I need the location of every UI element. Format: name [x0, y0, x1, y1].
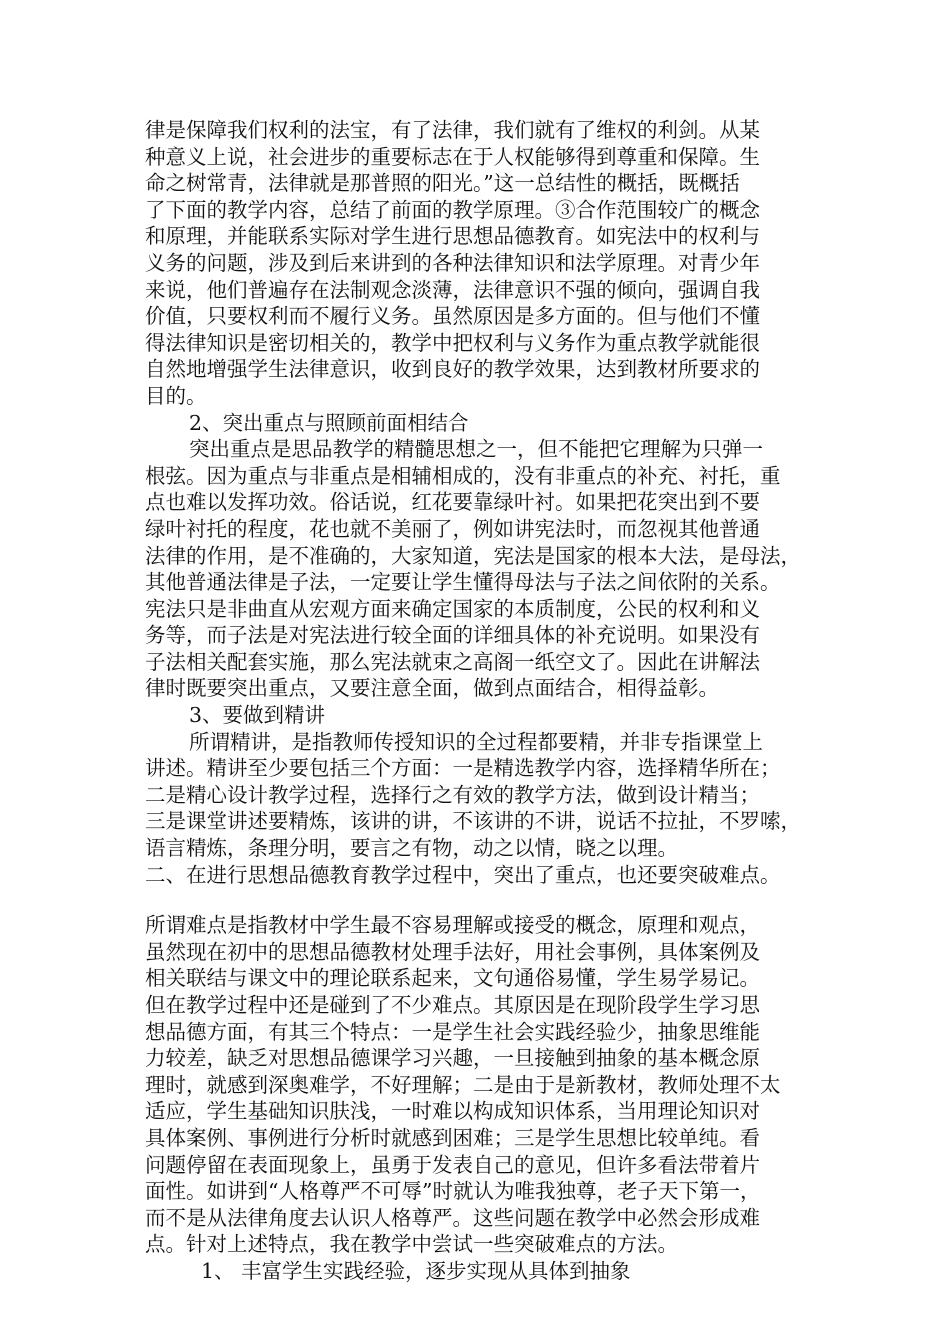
text-line: 具体案例、事例进行分析时就感到困难；三是学生思想比较单纯。看 — [145, 1125, 760, 1150]
section-heading-part2: 二、在进行思想品德教育教学过程中，突出了重点，也还要突破难点。 — [145, 862, 781, 887]
text-line: 绿叶衬托的程度，花也就不美丽了，例如讲宪法时，而忽视其他普通 — [145, 516, 760, 541]
paragraph-block3 — [145, 729, 805, 889]
text-line: 了下面的教学内容，总结了前面的教学原理。③合作范围较广的概念 — [145, 197, 760, 222]
text-line: 命之树常青，法律就是那普照的阳光。”这一总结性的概括，既概括 — [145, 171, 740, 196]
paragraph-block1 — [145, 117, 805, 410]
text-line: 律是保障我们权利的法宝，有了法律，我们就有了维权的利剑。从某 — [145, 118, 760, 142]
text-line: 面性。如讲到“人格尊严不可辱”时就认为唯我独尊，老子天下第一， — [145, 1179, 761, 1204]
text-line: 义务的问题，涉及到后来讲到的各种法律知识和法学原理。对青少年 — [145, 250, 760, 275]
text-line: 力较差，缺乏对思想品德课学习兴趣，一旦接触到抽象的基本概念原 — [145, 1046, 760, 1071]
text-line: 根弦。因为重点与非重点是相辅相成的，没有非重点的补充、衬托，重 — [145, 463, 781, 488]
text-line: 种意义上说，社会进步的重要标志在于人权能够得到尊重和保障。生 — [145, 144, 760, 169]
text-line: 想品德方面，有其三个特点：一是学生社会实践经验少，抽象思维能 — [145, 1019, 760, 1044]
text-line: 法律的作用，是不准确的，大家知道，宪法是国家的根本大法，是母法， — [145, 543, 801, 568]
text-line: 和原理，并能联系实际对学生进行思想品德教育。如宪法中的权利与 — [145, 224, 760, 249]
section-heading-2: 2、突出重点与照顾前面相结合 — [189, 410, 469, 435]
text-line: 目的。 — [145, 383, 207, 408]
text-line: 理时，就感到深奥难学，不好理解；二是由于是新教材，教师处理不太 — [145, 1072, 781, 1097]
paragraph-block4 — [145, 912, 805, 1258]
text-line: 其他普通法律是子法，一定要让学生懂得母法与子法之间依附的关系。 — [145, 570, 781, 595]
text-line: 子法相关配套实施，那么宪法就束之高阁一纸空文了。因此在讲解法 — [145, 649, 760, 674]
text-line: 问题停留在表面现象上，虽勇于发表自己的意见，但许多看法带着片 — [145, 1152, 760, 1177]
text-line: 讲述。精讲至少要包括三个方面：一是精选教学内容，选择精华所在； — [145, 756, 781, 781]
text-line: 点也难以发挥功效。俗话说，红花要靠绿叶衬。如果把花突出到不要 — [145, 490, 760, 515]
text-line: 自然地增强学生法律意识，收到良好的教学效果，达到教材所要求的 — [145, 357, 760, 382]
text-line: 得法律知识是密切相关的，教学中把权利与义务作为重点教学就能很 — [145, 330, 760, 355]
text-line: 所谓精讲，是指教师传授知识的全过程都要精，并非专指课堂上 — [189, 729, 763, 754]
text-line: 但在教学过程中还是碰到了不少难点。其原因是在现阶段学生学习思 — [145, 993, 760, 1017]
text-line: 宪法只是非曲直从宏观方面来确定国家的本质制度，公民的权利和义 — [145, 596, 760, 621]
text-line: 适应，学生基础知识肤浅，一时难以构成知识体系，当用理论知识对 — [145, 1099, 760, 1124]
paragraph-block2 — [145, 436, 805, 702]
text-line: 来说，他们普遍存在法制观念淡薄，法律意识不强的倾向，强调自我 — [145, 277, 760, 302]
document-page — [145, 117, 805, 1285]
text-line: 点。针对上述特点，我在教学中尝试一些突破难点的方法。 — [145, 1232, 678, 1257]
text-line: 突出重点是思品教学的精髓思想之一，但不能把它理解为只弹一 — [189, 437, 763, 462]
section-heading-1: 1、 丰富学生实践经验，逐步实现从具体到抽象 — [201, 1258, 631, 1283]
text-line: 虽然现在初中的思想品德教材处理手法好，用社会事例，具体案例及 — [145, 939, 760, 964]
text-line: 所谓难点是指教材中学生最不容易理解或接受的概念，原理和观点， — [145, 913, 760, 938]
text-line: 价值，只要权利而不履行义务。虽然原因是多方面的。但与他们不懂 — [145, 304, 760, 329]
text-line: 律时既要突出重点，又要注意全面，做到点面结合，相得益彰。 — [145, 676, 719, 701]
text-line: 语言精炼，条理分明，要言之有物，动之以情，晓之以理。 — [145, 836, 678, 861]
text-line: 而不是从法律角度去认识人格尊严。这些问题在教学中必然会形成难 — [145, 1205, 760, 1230]
text-line: 二是精心设计教学过程，选择行之有效的教学方法，做到设计精当； — [145, 782, 760, 807]
section-heading-3: 3、要做到精讲 — [189, 703, 326, 728]
text-line: 三是课堂讲述要精炼，该讲的讲，不该讲的不讲，说话不拉扯，不罗嗦， — [145, 809, 801, 834]
blank-line — [145, 888, 805, 912]
text-line: 务等，而子法是对宪法进行较全面的详细具体的补充说明。如果没有 — [145, 623, 760, 648]
text-line: 相关联结与课文中的理论联系起来，文句通俗易懂，学生易学易记。 — [145, 966, 760, 991]
